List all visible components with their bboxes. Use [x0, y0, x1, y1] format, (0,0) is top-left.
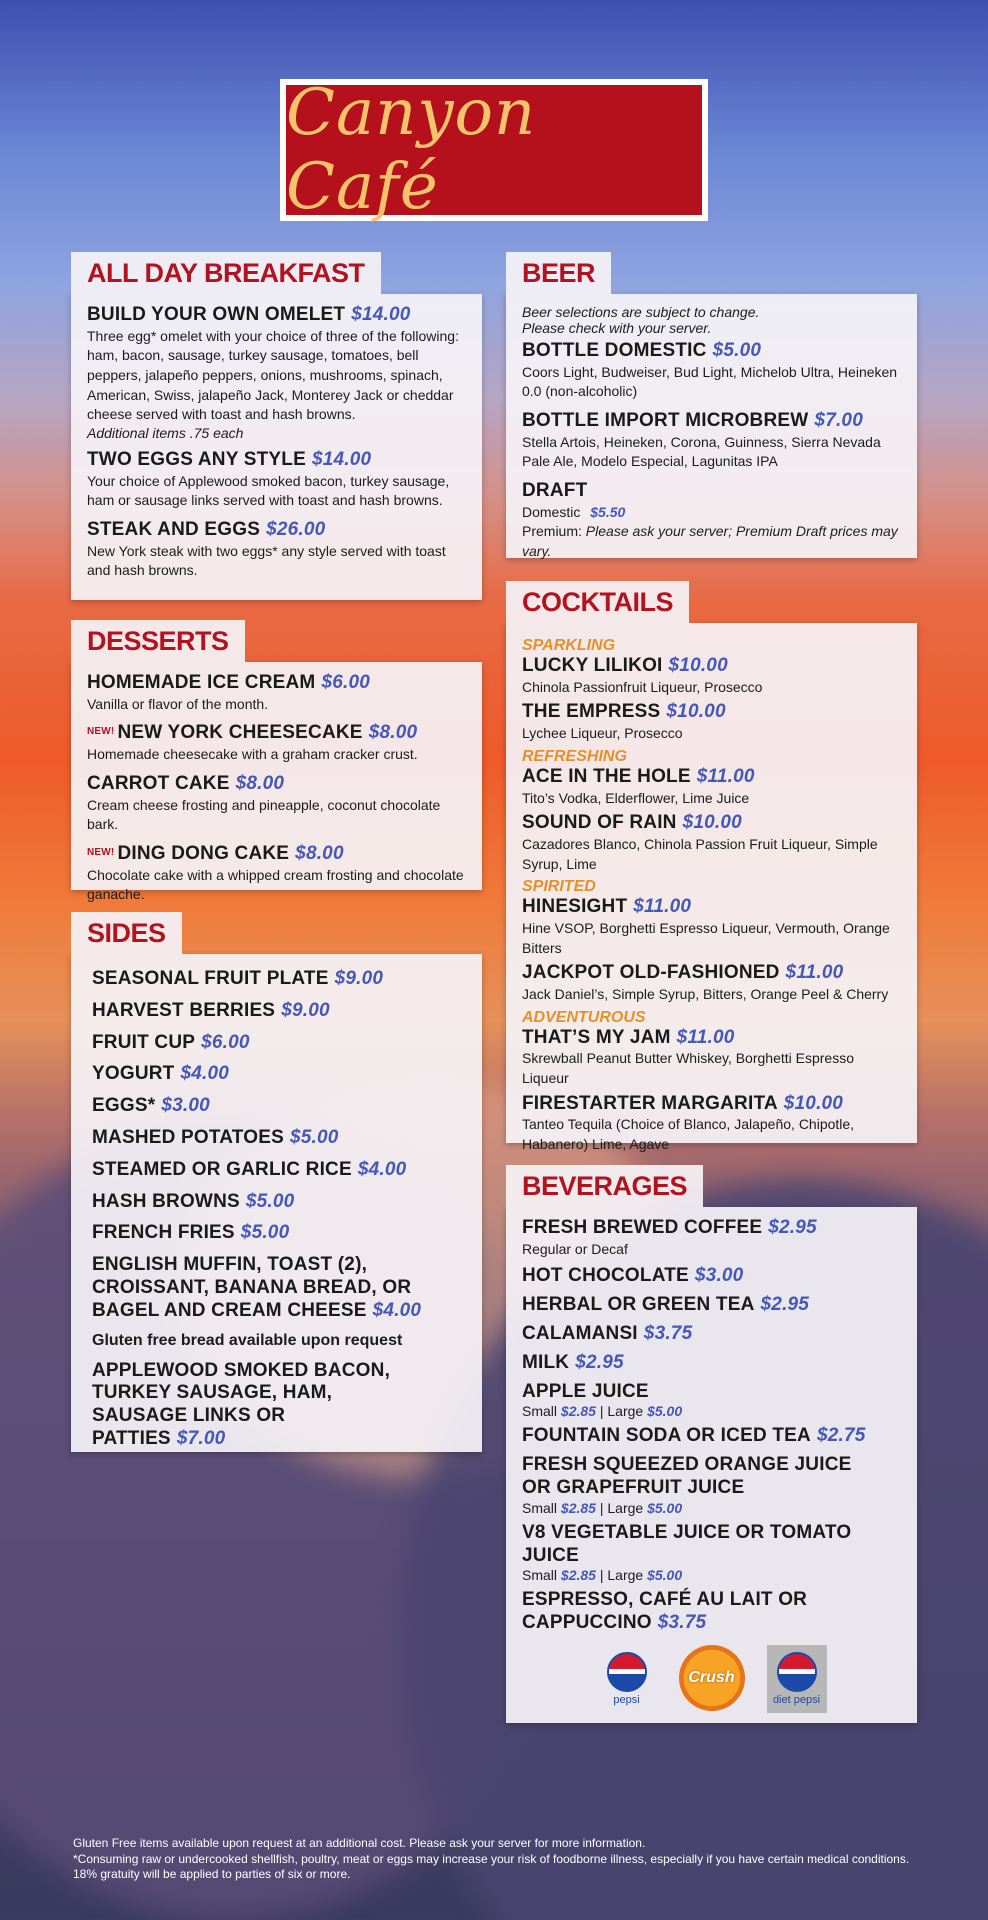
crush-logo: Crush [679, 1645, 745, 1711]
footer-line: Gluten Free items available upon request at an additional cost. Please ask your server for more information. [73, 1836, 646, 1850]
menu-item: APPLE JUICE Small $2.85 | Large $5.00 [522, 1380, 683, 1420]
menu-item: HINESIGHT $11.00 Hine VSOP, Borghetti Espresso Liqueur, Vermouth, Orange Bitters [522, 896, 890, 956]
side-item: HARVEST BERRIES $9.00 [92, 999, 330, 1021]
category-label: SPARKLING [522, 637, 616, 654]
menu-item: $^{NEW!}$ NEW YORK CHEESECAKE $8.00 Homemade cheesecake with a graham cracker crust. [87, 722, 418, 763]
side-item: STEAMED OR GARLIC RICE $4.00 [92, 1158, 407, 1180]
brand-logos [522, 1645, 901, 1713]
menu-item: CALAMANSI $3.75 [522, 1322, 693, 1344]
price: $14.00 [351, 304, 411, 325]
side-item: APPLEWOOD SMOKED BACON, TURKEY SAUSAGE, HAM, SAUSAGE LINKS OR PATTIES $7.00 [92, 1359, 391, 1449]
menu-item: FIRESTARTER MARGARITA $10.00 Tanteo Tequila (Choice of Blanco, Jalapeño, Chipotle, Habanero) Lime, Agave [522, 1092, 855, 1152]
menu-item: STEAK AND EGGS $26.00 New York steak with two eggs* any style served with toast and hash browns. [87, 518, 446, 579]
footer-line: *Consuming raw or undercooked shellfish, poultry, meat or eggs may increase your risk of foodborne illness, especially if you have certain medical conditions. [73, 1851, 910, 1866]
price: $8.00 [235, 772, 285, 794]
price: $14.00 [311, 448, 372, 470]
category-label: SPIRITED [522, 878, 596, 896]
side-item: MASHED POTATOES $5.00 [92, 1126, 339, 1148]
menu-item: FRESH BREWED COFFEE $2.95 Regular or Decaf [522, 1217, 817, 1257]
menu-item: JACKPOT OLD-FASHIONED $11.00 Jack Daniel’s, Simple Syrup, Bitters, Orange Peel & Cherry [522, 962, 889, 1002]
menu-item: DRAFT Domestic $5.50 Premium: Please ask your server; Premium Draft prices may vary. [522, 479, 898, 559]
side-item: FRUIT CUP $6.00 [92, 1031, 250, 1053]
sides-panel [71, 918, 482, 1452]
menu-item: FRESH SQUEEZED ORANGE JUICE OR GRAPEFRUIT JUICE Small $2.85 | Large $5.00 [522, 1454, 852, 1516]
menu-item: ACE IN THE HOLE $11.00 Tito’s Vodka, Elderflower, Lime Juice [522, 765, 755, 806]
menu-item: BUILD YOUR OWN OMELET $14.00 Three egg* omelet with your choice of three of the following: ham, bacon, sausage, turkey sausage, tomatoes, bell peppers, jalapeño peppers, onions, mushrooms, spinach, American, Swiss, jalapeño Jack, Monterey Jack or cheddar cheese served with toast and hash browns. Additional items .75 each [87, 304, 459, 441]
menu-item: BOTTLE DOMESTIC $5.00 Coors Light, Budweiser, Bud Light, Michelob Ultra, Heineken 0.0 (non-alcoholic) [522, 340, 898, 400]
side-item: FRENCH FRIES $5.00 [92, 1222, 290, 1244]
gluten-free-note: Gluten free bread available upon request [92, 1331, 403, 1349]
menu-item: MILK $2.95 [522, 1351, 624, 1373]
price: $26.00 [266, 518, 326, 540]
side-item: HASH BROWNS $5.00 [92, 1190, 295, 1212]
menu-item: HOMEMADE ICE CREAM $6.00 Vanilla or flavor of the month. [87, 672, 370, 712]
side-item: SEASONAL FRUIT PLATE $9.00 [92, 968, 384, 989]
diet-pepsi-logo: diet pepsi [767, 1645, 827, 1713]
menu-item: SOUND OF RAIN $10.00 Cazadores Blanco, Chinola Passion Fruit Liqueur, Simple Syrup, Lime [522, 812, 878, 872]
beer-heading: BEER [506, 252, 611, 294]
breakfast-panel [71, 258, 482, 600]
cocktails-panel [506, 587, 917, 1152]
menu-item: FOUNTAIN SODA OR ICED TEA $2.75 [522, 1425, 866, 1447]
menu-item: HERBAL OR GREEN TEA $2.95 [522, 1294, 810, 1316]
beverages-panel [506, 1171, 917, 1723]
menu-item: $^{NEW!}$ DING DONG CAKE $8.00 Chocolate cake with a whipped cream frosting and chocolate ganache. [87, 842, 464, 903]
menu-item: THAT’S MY JAM $11.00 Skrewball Peanut Butter Whiskey, Borghetti Espresso Liqueur [522, 1026, 855, 1086]
new-badge: NEW! [87, 846, 115, 858]
side-item: EGGS* $3.00 [92, 1095, 210, 1117]
footer-notes [73, 1836, 933, 1883]
logo-frame [280, 76, 708, 224]
side-item: ENGLISH MUFFIN, TOAST (2), CROISSANT, BANANA BREAD, OR BAGEL AND CREAM CHEESE $4.00 [92, 1254, 422, 1321]
desserts-panel [71, 626, 482, 903]
menu-item: LUCKY LILIKOI $10.00 Chinola Passionfruit Liqueur, Prosecco [522, 655, 763, 695]
menu-item: TWO EGGS ANY STYLE $14.00 Your choice of Applewood smoked bacon, turkey sausage, ham or sausage links served with toast and hash browns. [87, 448, 450, 509]
cocktails-heading: COCKTAILS [506, 581, 689, 623]
canyon-cafe-logo: Canyon Café [286, 85, 702, 215]
menu-item: CARROT CAKE $8.00 Cream cheese frosting and pineapple, coconut chocolate bark. [87, 772, 441, 833]
sides-heading: SIDES [71, 912, 182, 954]
beer-note: Please check with your server. [522, 320, 712, 336]
menu-item: THE EMPRESS $10.00 Lychee Liqueur, Prosecco [522, 701, 726, 742]
menu-item: V8 VEGETABLE JUICE OR TOMATO JUICE Small $2.85 | Large $5.00 [522, 1521, 852, 1584]
price: $8.00 [295, 842, 344, 864]
price: $8.00 [368, 722, 418, 744]
beer-panel [506, 258, 917, 559]
pepsi-logo: pepsi [597, 1645, 657, 1713]
menu-item: HOT CHOCOLATE $3.00 [522, 1265, 744, 1287]
beer-note: Beer selections are subject to change. [522, 304, 760, 320]
new-badge: NEW! [87, 726, 115, 738]
breakfast-heading: ALL DAY BREAKFAST [71, 252, 381, 294]
menu-item: ESPRESSO, CAFÉ AU LAIT OR CAPPUCCINO $3.75 [522, 1589, 808, 1634]
side-item: YOGURT $4.00 [92, 1063, 230, 1085]
beverages-heading: BEVERAGES [506, 1165, 703, 1207]
category-label: ADVENTUROUS [522, 1008, 646, 1026]
desserts-heading: DESSERTS [71, 620, 245, 662]
footer-line: 18% gratuity will be applied to parties of six or more. [73, 1867, 351, 1882]
menu-item: BOTTLE IMPORT MICROBREW $7.00 Stella Artois, Heineken, Corona, Guinness, Sierra Nevada Pale Ale, Modelo Especial, Lagunitas IPA [522, 409, 881, 470]
price: $6.00 [321, 672, 370, 693]
category-label: REFRESHING [522, 747, 627, 765]
